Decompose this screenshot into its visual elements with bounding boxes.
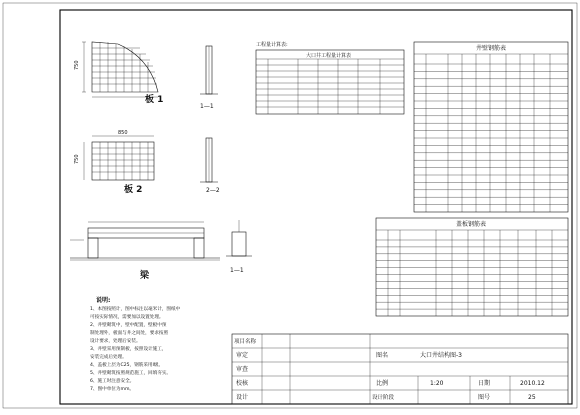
title-design-label: 设计 [236,394,249,401]
title-design-stage-label: 设计阶段 [372,395,395,401]
note-line: 4、盖板上层为C25，钢筋采用Ⅰ级。 [90,363,164,368]
notes [90,296,181,392]
note-line: 3、井壁采用预制板，按照设计施工， [90,347,167,352]
note-line: 2、井壁砌筑中，壁中配置，壁板中预 [90,323,167,328]
drawing-frame [60,10,572,404]
notes-heading: 说明: [96,297,111,304]
slab1-section [200,46,218,110]
slab1-caption: 板 1 [145,95,164,105]
quantity-table [256,41,404,114]
title-scale-label: 比例 [376,380,389,387]
note-line: 安装完成后处理。 [90,355,127,360]
note-line: 1、本图按照计，图中标注以毫米计，图纸中 [90,307,181,312]
note-line: 6、施工时注意安全。 [90,379,135,384]
slab1-dim-height: 750 [74,60,80,70]
note-line: 设计要求，处理后安装。 [90,339,141,344]
title-project-label: 项目名称 [234,339,257,345]
beam-figure [70,222,220,281]
note-line: 7、图中单位为mm。 [90,387,135,392]
slab2-section [200,138,220,194]
title-date-label: 日期 [478,380,491,387]
notes-lines [90,305,181,392]
quantity-table-heading: 工程量计算表: [256,42,288,48]
note-line: 5、井壁砌筑按照规范施工，回填夯实。 [90,371,172,376]
slab2-dim-height: 750 [74,154,80,164]
slab2-dim-width: 850 [118,130,128,136]
beam-section-caption: 1—1 [230,267,244,274]
slab1-section-caption: 1—1 [200,103,214,110]
slab2-caption: 板 2 [124,185,143,195]
quantity-table-title: 大口井工程量计算表 [306,53,352,59]
wall-rebar-table-title: 井壁钢筋表 [476,45,507,52]
title-review-label: 审查 [236,366,249,373]
title-approve-label: 审定 [236,352,249,359]
slab2-figure [74,130,154,195]
slab2-section-caption: 2—2 [206,187,220,194]
note-line: 制处理外，板面与井之间处，要求按照 [90,331,169,336]
cover-rebar-table-title: 盖板钢筋表 [456,221,487,228]
title-scale-value: 1:20 [430,380,444,387]
beam-caption: 梁 [140,271,150,281]
wall-rebar-table [414,42,568,212]
title-check-label: 校核 [236,380,249,387]
title-drawing-name-label: 图名 [376,352,389,359]
slab1-figure [74,42,163,105]
beam-section [226,220,252,274]
title-sheet-label: 图号 [478,394,491,401]
cover-rebar-table [376,218,568,316]
title-date-value: 2010.12 [520,380,545,387]
note-line: 可按实际情况，需要加以设置处理。 [90,315,164,320]
title-drawing-name-value: 大口井结构图-3 [420,352,462,359]
title-sheet-value: 25 [528,394,536,401]
title-block [232,334,568,404]
